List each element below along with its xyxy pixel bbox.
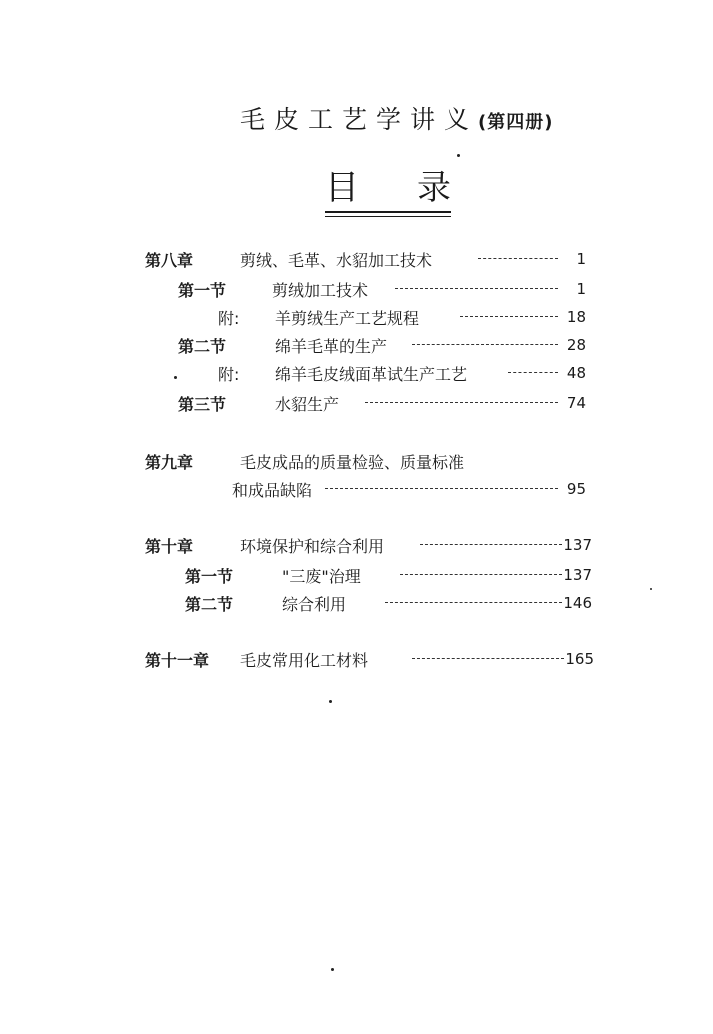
page-number: 1: [576, 280, 586, 298]
scan-speck: [329, 700, 332, 703]
appendix-title: 羊剪绒生产工艺规程: [275, 308, 420, 328]
dot-leader: [325, 488, 558, 489]
chapter-label: 第十章: [145, 536, 194, 556]
section-label: 第二节: [185, 594, 234, 614]
dot-leader: [508, 372, 558, 373]
dot-leader: [478, 258, 558, 259]
section-title: "三废"治理: [282, 566, 361, 586]
chapter-title: 毛皮常用化工材料: [240, 650, 369, 670]
page-number: 1: [576, 250, 586, 268]
section-title: 剪绒加工技术: [272, 280, 369, 300]
dot-leader: [460, 316, 558, 317]
section-title: 水貂生产: [275, 394, 340, 414]
chapter-title: 毛皮成品的质量检验、质量标准: [240, 452, 465, 472]
toc-heading: [325, 160, 451, 213]
document-title: [240, 100, 553, 136]
dot-leader: [400, 574, 562, 575]
page-number: 137: [563, 536, 592, 554]
page-number: 74: [566, 394, 586, 412]
page-number: 137: [563, 566, 592, 584]
dot-leader: [412, 344, 558, 345]
toc-heading-char-1: 目: [325, 168, 359, 208]
scan-speck: [174, 376, 177, 379]
section-label: 第二节: [178, 336, 227, 356]
page-number: 48: [566, 364, 586, 382]
section-label: 第一节: [178, 280, 227, 300]
page-number: 165: [565, 650, 594, 668]
dot-leader: [395, 288, 558, 289]
chapter-label: 第十一章: [145, 650, 210, 670]
section-title: 综合利用: [282, 594, 347, 614]
volume-label: (第四册): [478, 112, 554, 133]
scan-speck: [331, 968, 334, 971]
dot-leader: [412, 658, 564, 659]
page-number: 28: [566, 336, 586, 354]
chapter-title-continued: 和成品缺陷: [232, 480, 313, 500]
appendix-title: 绵羊毛皮绒面革试生产工艺: [275, 364, 468, 384]
chapter-label: 第九章: [145, 452, 194, 472]
chapter-label: 第八章: [145, 250, 194, 270]
scan-speck: [457, 154, 460, 157]
chapter-title: 剪绒、毛革、水貂加工技术: [240, 250, 433, 270]
appendix-label: 附:: [218, 364, 240, 384]
page-number: 146: [563, 594, 592, 612]
dot-leader: [420, 544, 562, 545]
toc-heading-char-2: 录: [417, 168, 451, 208]
dot-leader: [365, 402, 558, 403]
section-title: 绵羊毛革的生产: [275, 336, 388, 356]
scan-speck: [650, 588, 652, 590]
dot-leader: [385, 602, 562, 603]
chapter-title: 环境保护和综合利用: [240, 536, 385, 556]
title-text: 毛皮工艺学讲义: [240, 105, 479, 134]
section-label: 第三节: [178, 394, 227, 414]
page-number: 18: [566, 308, 586, 326]
appendix-label: 附:: [218, 308, 240, 328]
section-label: 第一节: [185, 566, 234, 586]
page-number: 95: [566, 480, 586, 498]
